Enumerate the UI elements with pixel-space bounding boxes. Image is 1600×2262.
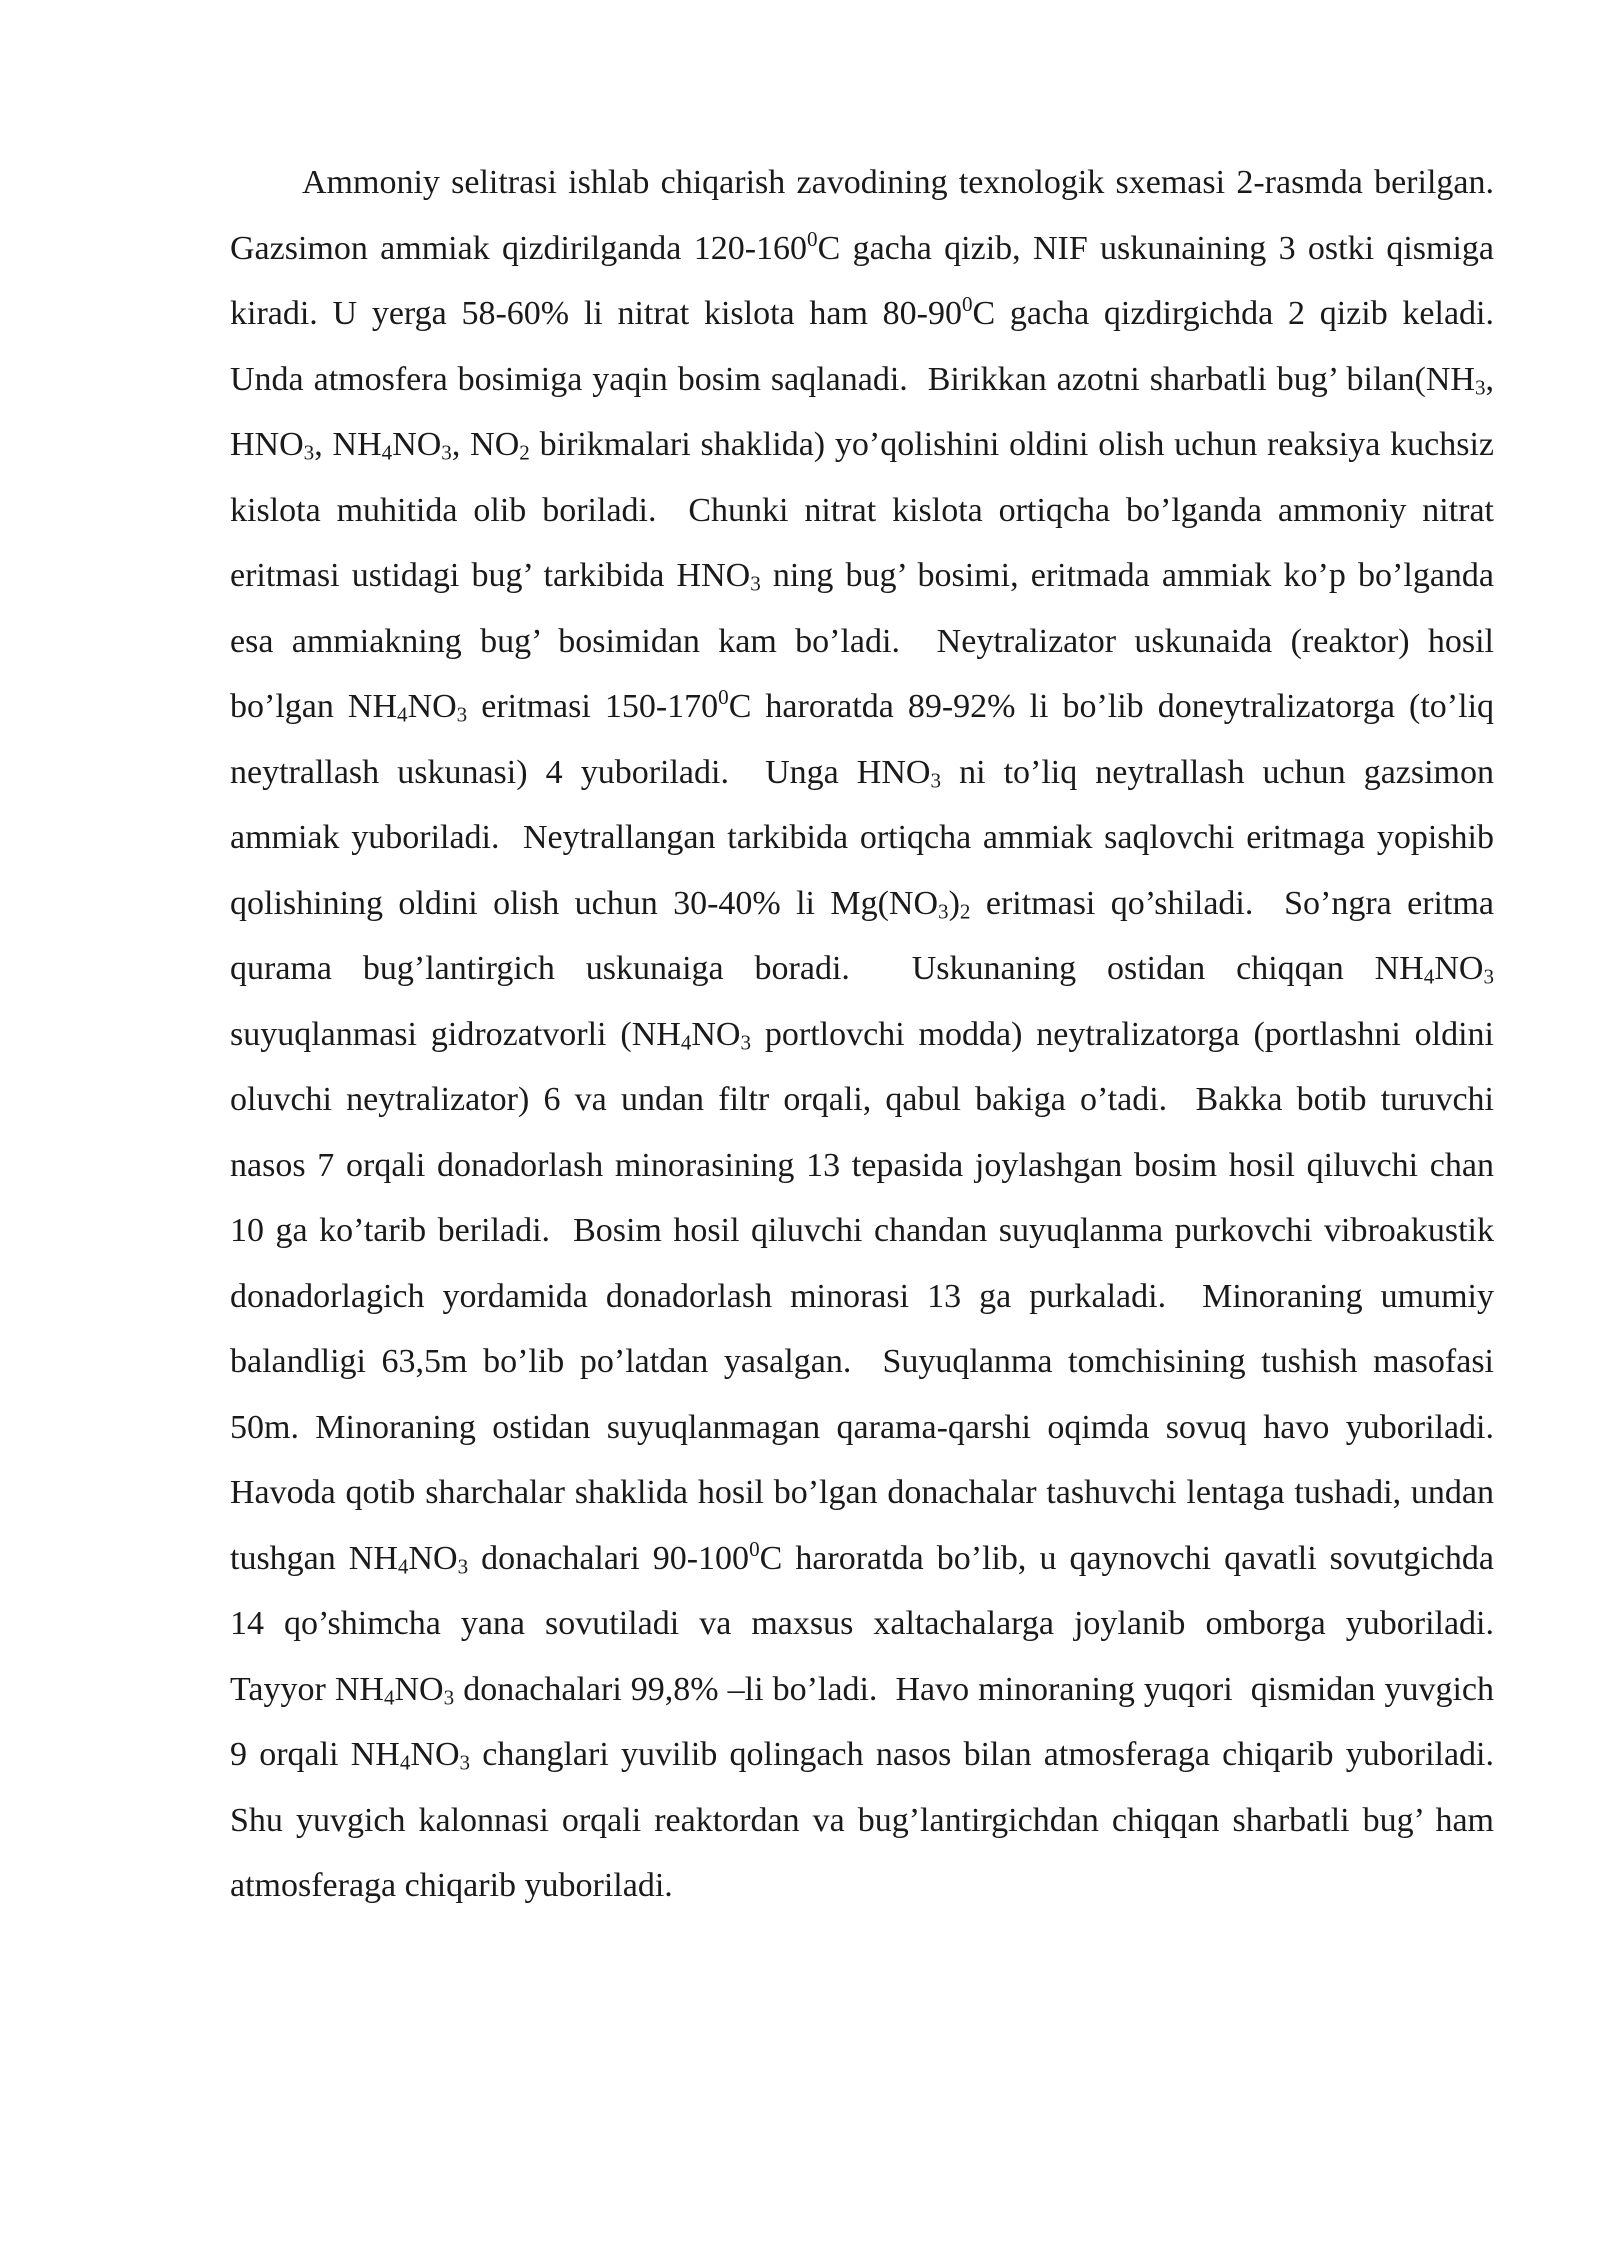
subscript: 3: [443, 1685, 455, 1710]
subscript: 3: [930, 768, 941, 793]
subscript: 3: [750, 571, 761, 596]
document-page: [230, 150, 1512, 1919]
superscript-degree: 0: [961, 291, 973, 316]
text-run: birikmalari shaklida) yo’qolishini oldini olish uchun reaksiya kuchsiz kislota muhitida olib boriladi. Chunki nitrat kislota ortiqcha bo’lganda ammoniy nitrat eritmasi ustidagi bug’ tarkibida HNO: [230, 426, 1503, 594]
subscript: 4: [397, 1554, 409, 1579]
subscript: 2: [519, 440, 530, 465]
text-run: donachalari 99,8% –li bo’ladi. Havo minoraning yuqori qismidan yuvgich 9 orqali NH: [230, 1670, 1503, 1773]
subscript: 3: [740, 1030, 752, 1055]
text-run: NO: [407, 688, 457, 725]
subscript: 4: [399, 1750, 411, 1775]
text-run: NO: [691, 1015, 741, 1053]
text-run: portlovchi modda) neytralizatorga (portlashni oldini oluvchi neytralizator) 6 va undan filtr orqali, qabul bakiga o’tadi. Bakka botib turuvchi nasos 7 orqali donadorlash minorasining 13 tepasida joylashgan bosim hosil qiluvchi chan 10 ga ko’tarib beriladi. Bosim hosil qiluvchi chandan suyuqlanma purkovchi vibroakustik donadorlagich yordamida donadorlash minorasi 13 ga purkaladi. Minoraning umumiy balandligi 63,5m bo’lib po’latdan yasalgan. Suyuqlanma tomchisining tushish masofasi 50m. Minoraning ostidan suyuqlanmagan qarama-qarshi oqimda sovuq havo yuboriladi. Havoda qotib sharchalar shaklida hosil bo’lgan donachalar tashuvchi lentaga tushadi, undan tushgan NH: [230, 1015, 1511, 1577]
text-run: donachalari 90-100: [468, 1539, 750, 1577]
text-run: ): [948, 884, 960, 922]
text-run: , NO: [451, 426, 520, 463]
subscript: 3: [459, 1750, 471, 1775]
text-run: NO: [394, 1670, 444, 1708]
subscript: 3: [456, 702, 468, 727]
text-run: C gacha qizdirgichda 2 qizib keladi. Unda atmosfera bosimiga yaqin bosim saqlanadi. Birikkan azotni sharbatli bug’ bilan(NH: [230, 295, 1512, 398]
text-run: C haroratda bo’lib, u qaynovchi qavatli sovutgichda 14 qo’shimcha yana sovutiladi va maxsus xaltachalarga joylanib omborga yuboriladi. Tayyor NH: [230, 1539, 1511, 1708]
subscript: 3: [938, 899, 949, 924]
subscript: 3: [1474, 375, 1486, 400]
body-paragraph: [230, 150, 1512, 1919]
subscript: 2: [959, 899, 971, 924]
text-run: NO: [410, 1736, 460, 1773]
text-run: eritmasi 150-170: [467, 688, 719, 725]
subscript: 3: [457, 1554, 469, 1579]
text-run: NO: [408, 1539, 458, 1577]
text-run: ning bug’ bosimi, eritmada ammiak ko’p bo’lganda esa ammiakning bug’ bosimidan kam bo’ladi. Neytralizator uskunaida (reaktor) hosil bo’lgan NH: [230, 557, 1503, 725]
subscript: 4: [397, 702, 408, 727]
subscript: 3: [1483, 964, 1494, 989]
text-run: NO: [392, 426, 442, 463]
text-run: changlari yuvilib qolingach nasos bilan atmosferaga chiqarib yuboriladi. Shu yuvgich kalonnasi orqali reaktordan va bug’lantirgichdan chiqqan sharbatli bug’ ham atmosferaga chiqarib yuboriladi.: [230, 1736, 1512, 1904]
text-run: suyuqlanmasi gidrozatvorli (NH: [230, 950, 1503, 1053]
subscript: 4: [680, 1030, 692, 1055]
text-run: C gacha qizib, NIF uskunaining 3 ostki qismiga kiradi. U yerga 58-60% li nitrat kislota ham 80-90: [230, 229, 1503, 332]
text-run: NO: [1434, 950, 1484, 987]
superscript-degree: 0: [718, 684, 729, 709]
subscript: 3: [303, 440, 315, 465]
text-run: Ammoniy selitrasi ishlab chiqarish zavodining texnologik sxemasi 2-rasmda berilgan. Gazsimon ammiak qizdirilganda 120-160: [230, 164, 1511, 267]
text-run: C haroratda 89-92% li bo’lib doneytralizatorga (to’liq neytrallash uskunasi) 4 yuboriladi. Unga HNO: [230, 688, 1503, 791]
superscript-degree: 0: [749, 1536, 760, 1561]
subscript: 4: [381, 440, 393, 465]
superscript-degree: 0: [807, 226, 818, 251]
text-run: eritmasi qo’shiladi. So’ngra eritma qurama bug’lantirgich uskunaiga boradi. Uskunaning ostidan chiqqan NH: [230, 884, 1503, 987]
subscript: 4: [1423, 964, 1435, 989]
text-run: , NH: [314, 426, 382, 463]
text-run: , HNO: [230, 360, 1503, 463]
subscript: 3: [441, 440, 452, 465]
text-run: ni to’liq neytrallash uchun gazsimon ammiak yuboriladi. Neytrallangan tarkibida ortiqcha ammiak saqlovchi eritmaga yopishib qolishining oldini olish uchun 30-40% li Mg(NO: [230, 753, 1503, 922]
subscript: 4: [383, 1685, 395, 1710]
